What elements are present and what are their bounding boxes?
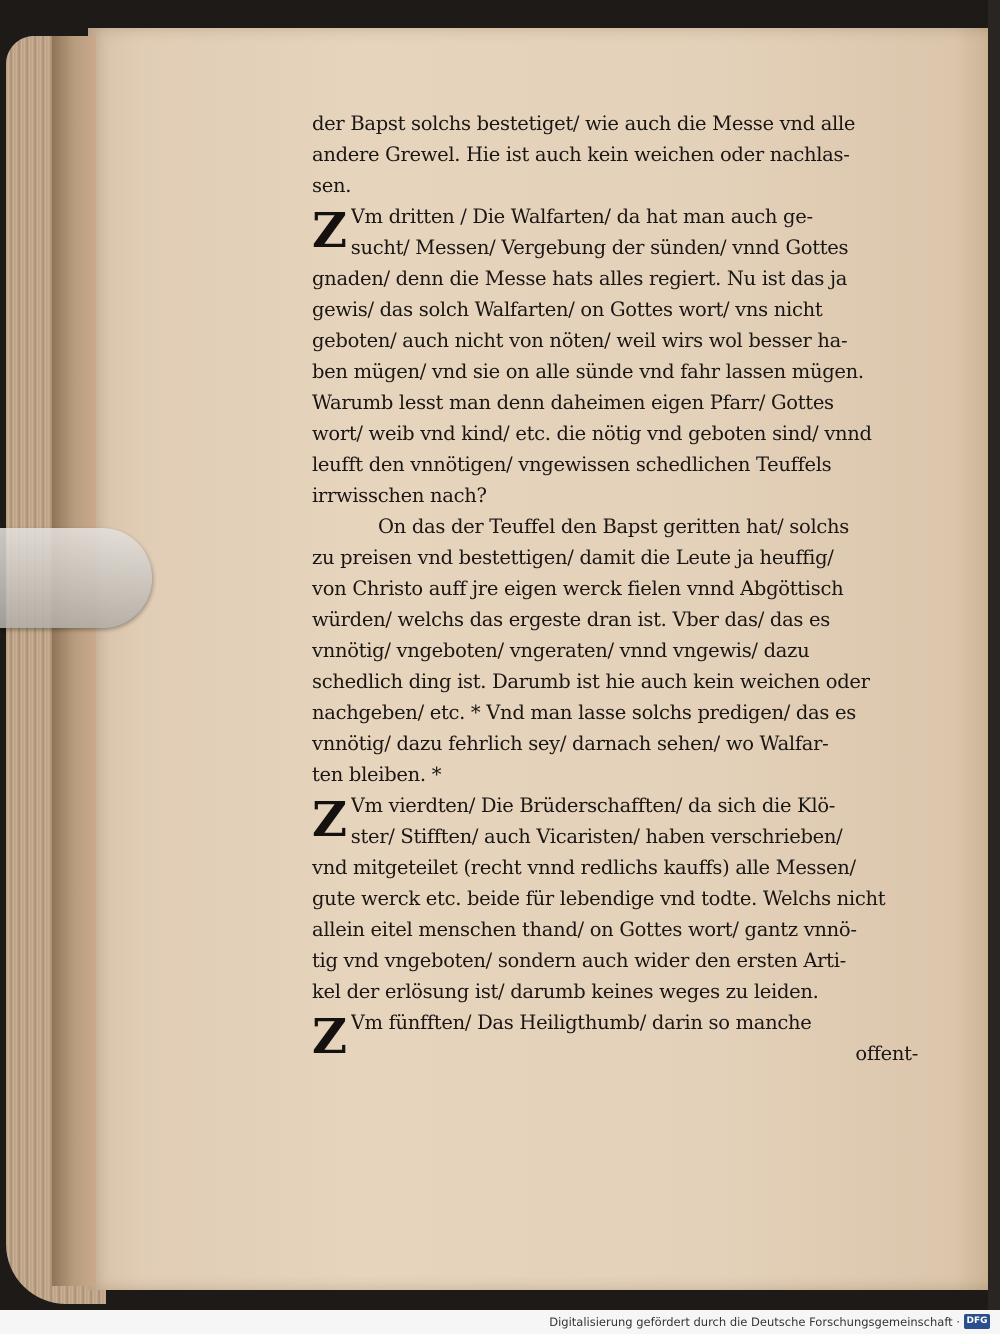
text-line: ster/ Stifften/ auch Vicaristen/ haben verschrieben/ <box>350 825 843 848</box>
text-line: gewis/ das solch Walfarten/ on Gottes wort/ vns nicht <box>312 298 823 321</box>
initial-letter: Z <box>312 792 347 848</box>
catchword: offent- <box>855 1042 918 1065</box>
text-line: sen. <box>312 174 352 197</box>
text-line: sucht/ Messen/ Vergebung der sünden/ vnnd Gottes <box>350 236 849 259</box>
section-fuenfften <box>312 1007 922 1069</box>
text-line: allein eitel menschen thand/ on Gottes wort/ gantz vnnö- <box>312 918 857 941</box>
funding-note: Digitalisierung gefördert durch die Deutsche Forschungsgemeinschaft · <box>549 1315 960 1329</box>
text-line: leufft den vnnötigen/ vngewissen schedlichen Teuffels <box>312 453 832 476</box>
text-line: kel der erlösung ist/ darumb keines weges zu leiden. <box>312 980 819 1003</box>
text-line: schedlich ding ist. Darumb ist hie auch kein weichen oder <box>312 670 870 693</box>
footer-bar <box>0 1310 1000 1334</box>
section-dritten <box>312 201 922 511</box>
text-line: von Christo auff jre eigen werck fielen vnnd Abgöttisch <box>312 577 844 600</box>
text-line: andere Grewel. Hie ist auch kein weichen oder nachlas- <box>312 143 850 166</box>
scan-border-right <box>988 0 1000 1310</box>
dfg-logo: DFG <box>964 1314 990 1329</box>
text-line: vnnötig/ vngeboten/ vngeraten/ vnnd vngewis/ dazu <box>312 639 810 662</box>
text-line: Vm vierdten/ Die Brüderschafften/ da sich die Klö- <box>350 794 836 817</box>
text-line: Vm dritten / Die Walfarten/ da hat man auch ge- <box>350 205 813 228</box>
text-line: tig vnd vngeboten/ sondern auch wider den ersten Arti- <box>312 949 846 972</box>
text-line: würden/ welchs das ergeste dran ist. Vber das/ das es <box>312 608 830 631</box>
text-line: ten bleiben. * <box>312 763 442 786</box>
initial-letter: Z <box>312 1009 347 1065</box>
page-spine <box>52 36 96 1286</box>
text-line: gnaden/ denn die Messe hats alles regiert. Nu ist das ja <box>312 267 848 290</box>
text-line: vnd mitgeteilet (recht vnnd redlichs kauffs) alle Messen/ <box>312 856 856 879</box>
section-vierdten <box>312 790 922 1007</box>
text-line: nachgeben/ etc. * Vnd man lasse solchs predigen/ das es <box>312 701 856 724</box>
text-line: irrwisschen nach? <box>312 484 487 507</box>
text-line: geboten/ auch nicht von nöten/ weil wirs wol besser ha- <box>312 329 848 352</box>
paragraph-teuffel <box>312 511 922 790</box>
page-text <box>312 108 922 1069</box>
text-line: der Bapst solchs bestetiget/ wie auch die Messe vnd alle <box>312 112 856 135</box>
text-line: ben mügen/ vnd sie on alle sünde vnd fahr lassen mügen. <box>312 360 864 383</box>
page-clip <box>0 528 152 628</box>
text-line: Vm fünfften/ Das Heiligthumb/ darin so manche <box>350 1011 812 1034</box>
text-line: Warumb lesst man denn daheimen eigen Pfarr/ Gottes <box>312 391 834 414</box>
text-line: On das der Teuffel den Bapst geritten hat/ solchs <box>378 515 849 538</box>
text-line: wort/ weib vnd kind/ etc. die nötig vnd geboten sind/ vnnd <box>312 422 872 445</box>
initial-letter: Z <box>312 203 347 259</box>
text-line: zu preisen vnd bestettigen/ damit die Leute ja heuffig/ <box>312 546 834 569</box>
text-line: gute werck etc. beide für lebendige vnd todte. Welchs nicht <box>312 887 886 910</box>
text-line: vnnötig/ dazu fehrlich sey/ darnach sehen/ wo Walfar- <box>312 732 829 755</box>
